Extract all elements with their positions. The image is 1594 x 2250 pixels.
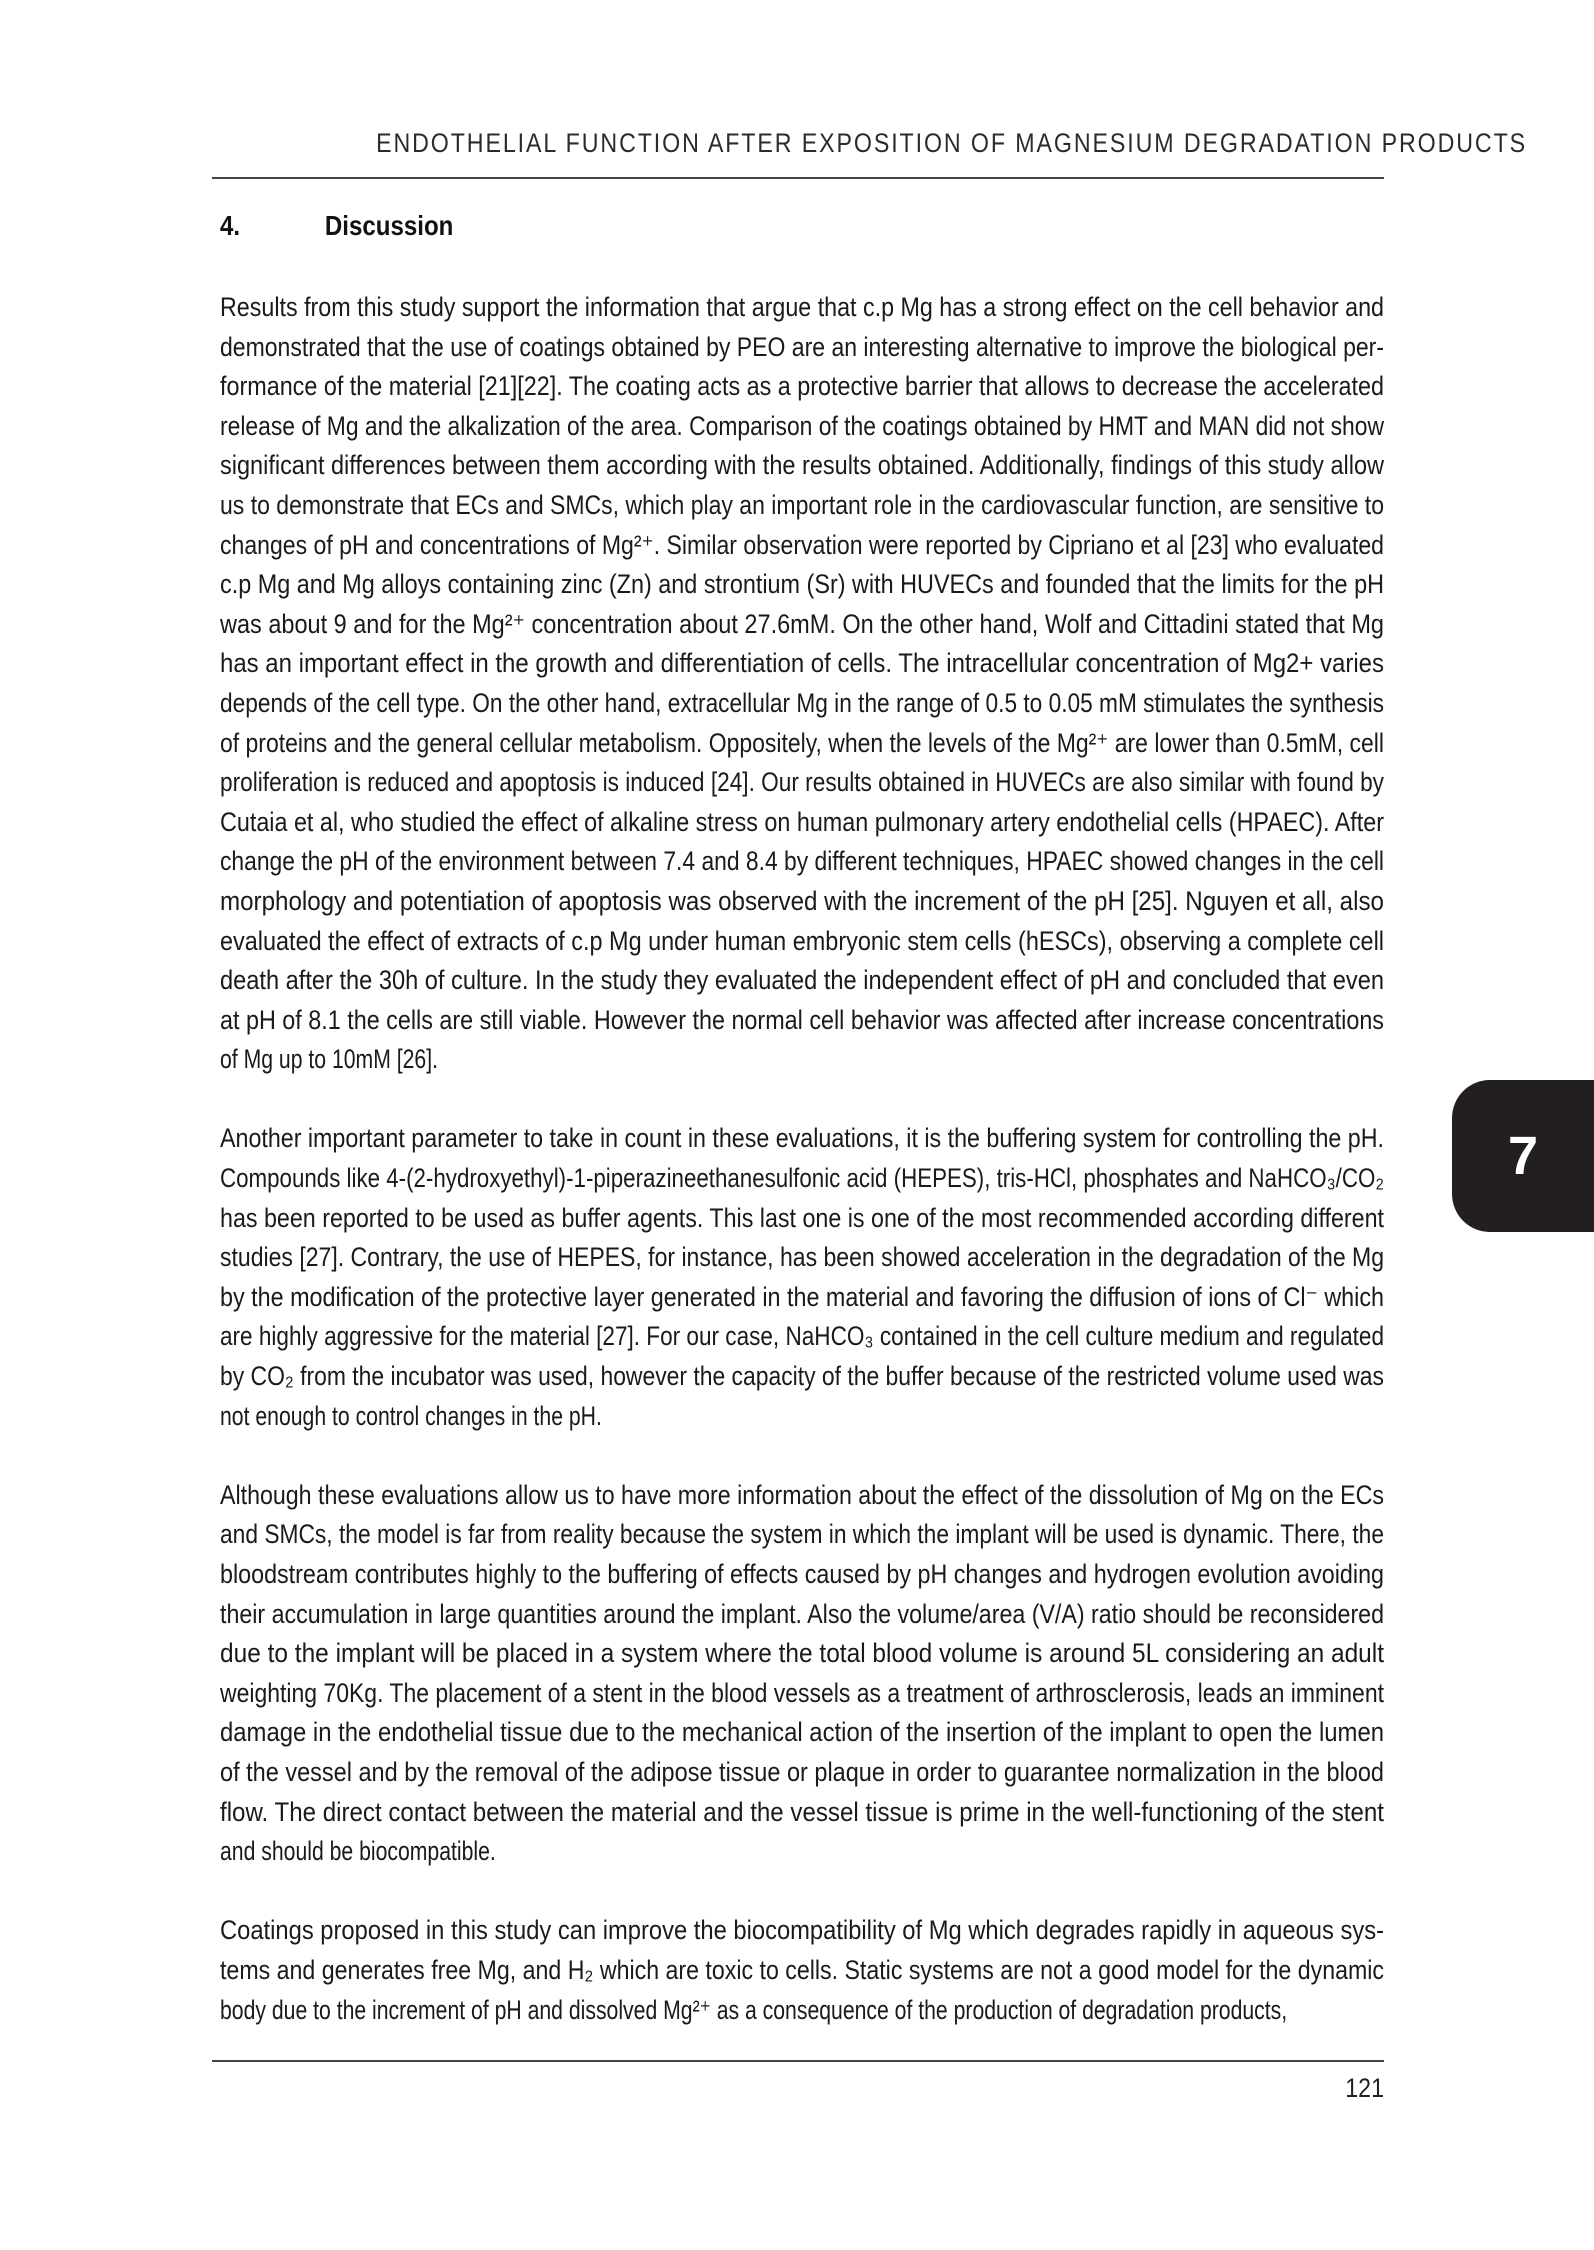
text-line bbox=[220, 1317, 1384, 1357]
text-line-content: demonstrated that the use of coatings obtained by PEO are an interesting alternative to improve the biological per- bbox=[220, 331, 1384, 362]
text-line bbox=[220, 842, 1384, 882]
text-line bbox=[220, 446, 1384, 486]
text-line bbox=[220, 1991, 1384, 2031]
text-line bbox=[220, 1199, 1384, 1239]
text-line-content: by CO₂ from the incubator was used, however the capacity of the buffer because of the restricted volume used was bbox=[220, 1361, 1384, 1392]
text-line-content: of the vessel and by the removal of the adipose tissue or plaque in order to guarantee normalization in the blood bbox=[220, 1756, 1384, 1787]
text-line-content: Compounds like 4-(2-hydroxyethyl)-1-piperazineethanesulfonic acid (HEPES), tris-HCl, phosphates and NaHCO₃/CO₂ bbox=[220, 1163, 1384, 1194]
text-line-content: damage in the endothelial tissue due to the mechanical action of the insertion of the implant to open the lumen bbox=[220, 1717, 1384, 1748]
text-line-content: and SMCs, the model is far from reality because the system in which the implant will be used is dynamic. There, the bbox=[220, 1519, 1384, 1550]
text-line-content: change the pH of the environment between 7.4 and 8.4 by different techniques, HPAEC showed changes in the cell bbox=[220, 846, 1384, 877]
text-line-content: Cutaia et al, who studied the effect of alkaline stress on human pulmonary artery endothelial cells (HPAEC). After bbox=[220, 806, 1384, 837]
text-line bbox=[220, 1238, 1384, 1278]
text-line-content: and should be biocompatible. bbox=[220, 1836, 496, 1867]
text-line bbox=[220, 407, 1384, 447]
text-line bbox=[220, 803, 1384, 843]
text-line bbox=[220, 724, 1384, 764]
text-line-content: Coatings proposed in this study can improve the biocompatibility of Mg which degrades rapidly in aqueous sys- bbox=[220, 1915, 1384, 1946]
text-line bbox=[220, 1793, 1384, 1833]
chapter-tab: 7 bbox=[1452, 1080, 1594, 1232]
page-number: 121 bbox=[1345, 2073, 1384, 2103]
text-line-content: proliferation is reduced and apoptosis is induced [24]. Our results obtained in HUVECs are also similar with found by bbox=[220, 767, 1384, 798]
text-line bbox=[220, 1674, 1384, 1714]
text-line bbox=[220, 1357, 1384, 1397]
text-line-content: body due to the increment of pH and dissolved Mg²⁺ as a consequence of the production of degradation products, bbox=[220, 1994, 1288, 2025]
text-line bbox=[220, 1119, 1384, 1159]
text-line-content: flow. The direct contact between the material and the vessel tissue is prime in the well-functioning of the stent bbox=[220, 1796, 1384, 1827]
text-line bbox=[220, 1911, 1384, 1951]
text-line-content: Results from this study support the information that argue that c.p Mg has a strong effect on the cell behavior and bbox=[220, 292, 1384, 322]
text-line bbox=[220, 1001, 1384, 1041]
text-line bbox=[220, 1595, 1384, 1635]
text-line-content: formance of the material [21][22]. The coating acts as a protective barrier that allows to decrease the accelerated bbox=[220, 371, 1384, 402]
text-line-content: death after the 30h of culture. In the study they evaluated the independent effect of pH and concluded that even bbox=[220, 965, 1384, 996]
text-line bbox=[220, 486, 1384, 526]
section-heading bbox=[220, 210, 453, 242]
header-divider bbox=[212, 177, 1384, 179]
text-line bbox=[220, 1515, 1384, 1555]
section-number: 4. bbox=[220, 210, 241, 241]
text-line bbox=[220, 367, 1384, 407]
text-line bbox=[220, 922, 1384, 962]
text-line-content: tems and generates free Mg, and H₂ which are toxic to cells. Static systems are not a good model for the dynamic bbox=[220, 1954, 1384, 1985]
body-text bbox=[220, 288, 1384, 2070]
text-line-content: depends of the cell type. On the other hand, extracellular Mg in the range of 0.5 to 0.05 mM stimulates the synthesis bbox=[220, 687, 1384, 718]
text-line bbox=[220, 1476, 1384, 1516]
text-line bbox=[220, 605, 1384, 645]
text-line-content: morphology and potentiation of apoptosis was observed with the increment of the pH [25]. Nguyen et all, also bbox=[220, 885, 1384, 916]
text-line-content: Although these evaluations allow us to have more information about the effect of the dissolution of Mg on the ECs bbox=[220, 1479, 1384, 1510]
text-line bbox=[220, 1397, 1384, 1437]
text-line bbox=[220, 1555, 1384, 1595]
text-line bbox=[220, 328, 1384, 368]
running-head: ENDOTHELIAL FUNCTION AFTER EXPOSITION OF MAGNESIUM DEGRADATION PRODUCTS bbox=[376, 128, 1528, 158]
text-line-content: evaluated the effect of extracts of c.p Mg under human embryonic stem cells (hESCs), observing a complete cell bbox=[220, 925, 1384, 956]
text-line bbox=[220, 1832, 1384, 1872]
text-line-content: are highly aggressive for the material [27]. For our case, NaHCO₃ contained in the cell culture medium and regulated bbox=[220, 1321, 1384, 1352]
text-line bbox=[220, 1278, 1384, 1318]
text-line-content: weighting 70Kg. The placement of a stent in the blood vessels as a treatment of arthrosclerosis, leads an imminent bbox=[220, 1677, 1384, 1708]
text-line bbox=[220, 1040, 1384, 1080]
text-line-content: has an important effect in the growth and differentiation of cells. The intracellular concentration of Mg2+ varies bbox=[220, 648, 1384, 679]
text-line-content: changes of pH and concentrations of Mg²⁺. Similar observation were reported by Cipriano et al [23] who evaluated bbox=[220, 529, 1384, 560]
text-line bbox=[220, 961, 1384, 1001]
text-line-content: release of Mg and the alkalization of the area. Comparison of the coatings obtained by HMT and MAN did not show bbox=[220, 410, 1384, 441]
text-line-content: due to the implant will be placed in a system where the total blood volume is around 5L considering an adult bbox=[220, 1638, 1384, 1669]
text-line bbox=[220, 1753, 1384, 1793]
text-line bbox=[220, 1634, 1384, 1674]
text-line-content: studies [27]. Contrary, the use of HEPES, for instance, has been showed acceleration in the degradation of the Mg bbox=[220, 1242, 1384, 1273]
text-line bbox=[220, 1951, 1384, 1991]
text-line-content: their accumulation in large quantities around the implant. Also the volume/area (V/A) ratio should be reconsidered bbox=[220, 1598, 1384, 1629]
text-line bbox=[220, 763, 1384, 803]
paragraph bbox=[220, 1911, 1384, 2030]
text-line-content: of proteins and the general cellular metabolism. Oppositely, when the levels of the Mg²⁺ are lower than 0.5mM, cell bbox=[220, 727, 1384, 758]
text-line-content: c.p Mg and Mg alloys containing zinc (Zn) and strontium (Sr) with HUVECs and founded that the limits for the pH bbox=[220, 569, 1384, 600]
paragraph bbox=[220, 288, 1384, 1080]
text-line bbox=[220, 684, 1384, 724]
text-line bbox=[220, 565, 1384, 605]
text-line-content: significant differences between them according with the results obtained. Additionally, findings of this study allow bbox=[220, 450, 1384, 481]
text-line-content: Another important parameter to take in count in these evaluations, it is the buffering system for controlling the pH. bbox=[220, 1123, 1384, 1154]
paragraph bbox=[220, 1476, 1384, 1872]
text-line bbox=[220, 526, 1384, 566]
paragraph bbox=[220, 1119, 1384, 1436]
text-line-content: was about 9 and for the Mg²⁺ concentration about 27.6mM. On the other hand, Wolf and Cittadini stated that Mg bbox=[220, 608, 1384, 639]
text-line-content: us to demonstrate that ECs and SMCs, which play an important role in the cardiovascular function, are sensitive to bbox=[220, 489, 1384, 520]
text-line bbox=[220, 882, 1384, 922]
text-line-content: bloodstream contributes highly to the buffering of effects caused by pH changes and hydrogen evolution avoiding bbox=[220, 1559, 1384, 1589]
text-line-content: by the modification of the protective layer generated in the material and favoring the diffusion of ions of Cl⁻ which bbox=[220, 1281, 1384, 1312]
text-line bbox=[220, 1159, 1384, 1199]
text-line bbox=[220, 644, 1384, 684]
text-line-content: at pH of 8.1 the cells are still viable. However the normal cell behavior was affected after increase concentrations bbox=[220, 1004, 1384, 1035]
text-line-content: not enough to control changes in the pH. bbox=[220, 1400, 602, 1431]
text-line-content: of Mg up to 10mM [26]. bbox=[220, 1044, 438, 1075]
section-title: Discussion bbox=[324, 210, 454, 241]
text-line bbox=[220, 288, 1384, 328]
text-line bbox=[220, 1713, 1384, 1753]
footer-divider bbox=[212, 2060, 1384, 2062]
text-line-content: has been reported to be used as buffer agents. This last one is one of the most recommended according different bbox=[220, 1202, 1384, 1233]
